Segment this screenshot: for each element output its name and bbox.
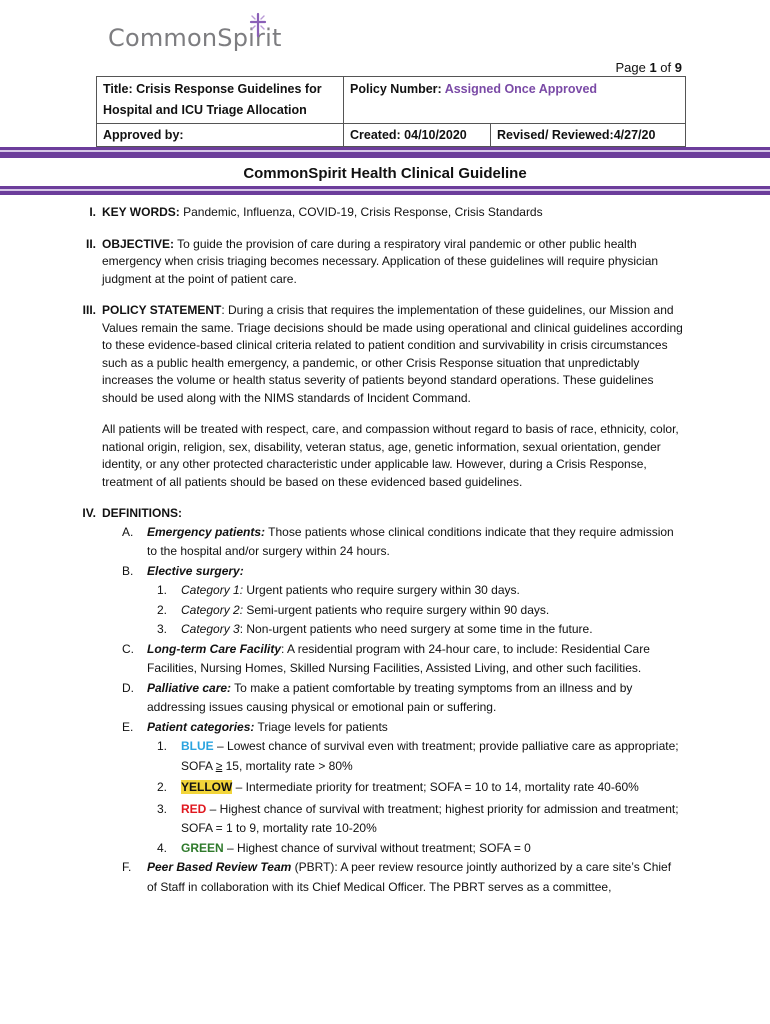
- document-body: [0, 204, 770, 897]
- approved-by-cell: [97, 124, 344, 147]
- policy-title-cell: [97, 77, 344, 124]
- created-cell: [344, 124, 491, 147]
- page-number: Page 1 of 9: [615, 60, 682, 75]
- definition-palliative-care: D. Palliative care: To make a patient comfortable by treating symptoms from an illness and by addressing issues causing physical or emotional pain or suffering.: [122, 680, 633, 714]
- definition-elective-surgery: B. Elective surgery:: [122, 563, 244, 578]
- top-divider-band: [0, 147, 770, 158]
- list-item: 2. YELLOW – Intermediate priority for treatment; SOFA = 10 to 14, mortality rate 40-60%: [157, 780, 639, 794]
- policy-nondiscrimination: All patients will be treated with respect, care, and compassion without regard to basis of race, ethnicity, color, national origin, religion, sex, disability, veteran status, age, genetic information, sexual orientation, gender identity, or any other protected characteristic under applicable law. However, during a Crisis Response, treatment of all patients should be based on these evidenced based guidelines.: [102, 422, 679, 489]
- policy-number-value: Assigned Once Approved: [444, 82, 598, 96]
- section-keywords: I. KEY WORDS: Pandemic, Influenza, COVID-19, Crisis Response, Crisis Standards: [89, 205, 543, 219]
- policy-number-label: Policy Number:: [350, 82, 442, 96]
- revised-date: Revised/ Reviewed:4/27/20: [497, 128, 656, 142]
- definition-emergency-patients: A. Emergency patients: Those patients whose clinical conditions indicate that they require admission to the hospital and/or surgery within 24 hours.: [122, 524, 674, 558]
- definition-patient-categories: E. Patient categories: Triage levels for patients: [122, 719, 388, 734]
- policy-header-table: [96, 76, 686, 147]
- list-item: 1. Category 1: Urgent patients who require surgery within 30 days.: [157, 583, 520, 597]
- list-item: 3. RED – Highest chance of survival with treatment; highest priority for admission and treatment; SOFA = 1 to 9, mortality rate 10-20%: [157, 801, 679, 835]
- list-item: 4. GREEN – Highest chance of survival without treatment; SOFA = 0: [157, 840, 531, 855]
- approved-by-label: Approved by:: [103, 128, 184, 142]
- section-objective: II. OBJECTIVE: To guide the provision of care during a respiratory viral pandemic or other public health emergency when crisis triaging becomes necessary. Application of these guidelines will require physician judgment at the point of patient care.: [85, 236, 659, 286]
- guideline-title: CommonSpirit Health Clinical Guideline: [243, 165, 527, 182]
- section-policy-statement: III. POLICY STATEMENT: During a crisis that requires the implementation of these guidelines, our Mission and Values remain the same. Triage decisions should be made using operational and clinical guidelines according to these evidence-based clinical criteria related to patient condition and survivability in crisis circumstances such as a public health emergency, a pandemic, or other Crisis Response situation that unpredictably increases the volume or health status severity of patients beyond standard operations. These guidelines should be used along with the NIMS standards of Incident Command. All patients will be treated with respect, care, and compassion without regard to basis of race, ethnicity, color, national origin, religion, sex, disability, veteran status, age, genetic information, sexual orientation, gender identity, or any other protected characteristic under applicable law. However, during a Crisis Response, treatment of all patients should be based on these evidenced based guidelines.: [0, 302, 770, 491]
- policy-title: Title: Crisis Response Guidelines for Hospital and ICU Triage Allocation: [103, 82, 322, 117]
- brand-name: CommonSpirit: [108, 24, 282, 52]
- definitions-list: [0, 523, 770, 898]
- list-item: 2. Category 2: Semi-urgent patients who require surgery within 90 days.: [157, 602, 550, 617]
- definition-peer-review-team: F. Peer Based Review Team (PBRT): A peer review resource jointly authorized by a care site’s Chief of Staff in collaboration with its Chief Medical Officer. The PBRT serves as a committee,: [122, 860, 672, 894]
- list-item: 3. Category 3: Non-urgent patients who need surgery at some time in the future.: [157, 622, 593, 636]
- brand-logo: [108, 12, 282, 52]
- bottom-divider-band: [0, 186, 770, 195]
- created-date: Created: 04/10/2020: [350, 128, 467, 142]
- list-item: 1. BLUE – Lowest chance of survival even with treatment; provide palliative care as appropriate; SOFA ≥ 15, mortality rate > 80%: [157, 739, 679, 773]
- section-definitions: IV. DEFINITIONS:: [82, 506, 182, 520]
- cross-sparkle-icon: [248, 12, 268, 38]
- policy-number-cell: [344, 77, 686, 124]
- revised-cell: [491, 124, 686, 147]
- definition-long-term-care: C. Long-term Care Facility: A residential program with 24-hour care, to include: Residential Care Facilities, Nursing Homes, Skilled Nursing Facilities, Assisted Living, and other such facilities.: [122, 641, 650, 675]
